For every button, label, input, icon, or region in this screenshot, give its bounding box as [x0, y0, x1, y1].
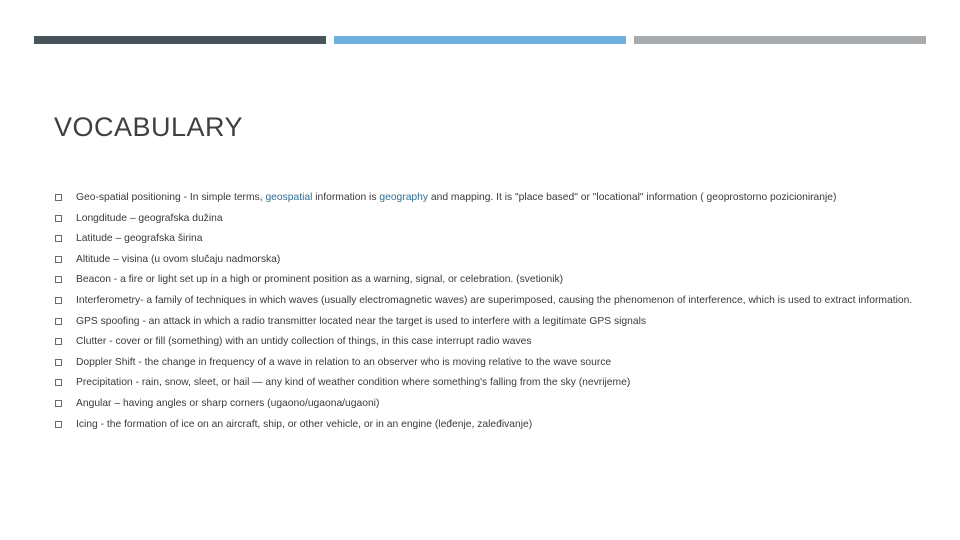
square-bullet-icon — [55, 194, 62, 201]
square-bullet-icon — [55, 338, 62, 345]
item-text: Altitude – visina (u ovom slučaju nadmorska) — [76, 253, 281, 265]
list-item — [54, 295, 916, 307]
square-bullet-icon — [55, 235, 62, 242]
item-text: Latitude – geografska širina — [76, 233, 203, 245]
list-item — [54, 233, 916, 245]
item-text: Geo-spatial positioning - In simple terms, — [76, 192, 266, 203]
item-text: Icing - the formation of ice on an aircraft, ship, or other vehicle, or in an engine (leđenje, zaleđivanje) — [76, 418, 533, 430]
list-item — [54, 274, 916, 286]
geospatial-link[interactable]: geospatial — [265, 192, 313, 203]
list-item — [54, 357, 916, 369]
slide-title: VOCABULARY — [54, 112, 244, 142]
item-text: and mapping. It is "place based" or "locational" information ( geoprostorno pozicioniranje) — [428, 192, 837, 203]
header-bar-dark — [34, 36, 326, 44]
header-bar-blue — [334, 36, 626, 44]
header-bar-gray — [634, 36, 926, 44]
vocabulary-list — [54, 192, 916, 439]
geography-link[interactable]: geography — [379, 192, 429, 203]
square-bullet-icon — [55, 256, 62, 263]
header-decoration-bars — [34, 36, 926, 44]
item-text: Clutter - cover or fill (something) with an untidy collection of things, in this case interrupt radio waves — [76, 336, 532, 348]
square-bullet-icon — [55, 379, 62, 386]
list-item — [54, 336, 916, 348]
item-text: GPS spoofing - an attack in which a radio transmitter located near the target is used to interfere with a legitimate GPS signals — [76, 315, 647, 327]
list-item — [54, 419, 916, 431]
square-bullet-icon — [55, 318, 62, 325]
list-item — [54, 398, 916, 410]
list-item — [54, 213, 916, 225]
item-text: Precipitation - rain, snow, sleet, or hail — any kind of weather condition where something's falling from the sky (nevrijeme) — [76, 377, 631, 389]
square-bullet-icon — [55, 215, 62, 222]
item-text: Beacon - a fire or light set up in a high or prominent position as a warning, signal, or celebration. (svetionik) — [76, 274, 564, 286]
item-text: Interferometry- a family of techniques in which waves (usually electromagnetic waves) are superimposed, causing the phenomenon of interference, which is used to extract information. — [76, 294, 913, 306]
list-item — [54, 377, 916, 389]
list-item-geospatial — [54, 192, 916, 204]
list-item — [54, 316, 916, 328]
square-bullet-icon — [55, 400, 62, 407]
item-text: Angular – having angles or sharp corners (ugaono/ugaona/ugaoni) — [76, 397, 380, 409]
item-text: Doppler Shift - the change in frequency of a wave in relation to an observer who is moving relative to the wave source — [76, 356, 612, 368]
square-bullet-icon — [55, 359, 62, 366]
item-text: Longditude – geografska dužina — [76, 212, 223, 224]
item-text: information is — [312, 192, 380, 203]
list-item — [54, 254, 916, 266]
square-bullet-icon — [55, 421, 62, 428]
square-bullet-icon — [55, 297, 62, 304]
square-bullet-icon — [55, 276, 62, 283]
